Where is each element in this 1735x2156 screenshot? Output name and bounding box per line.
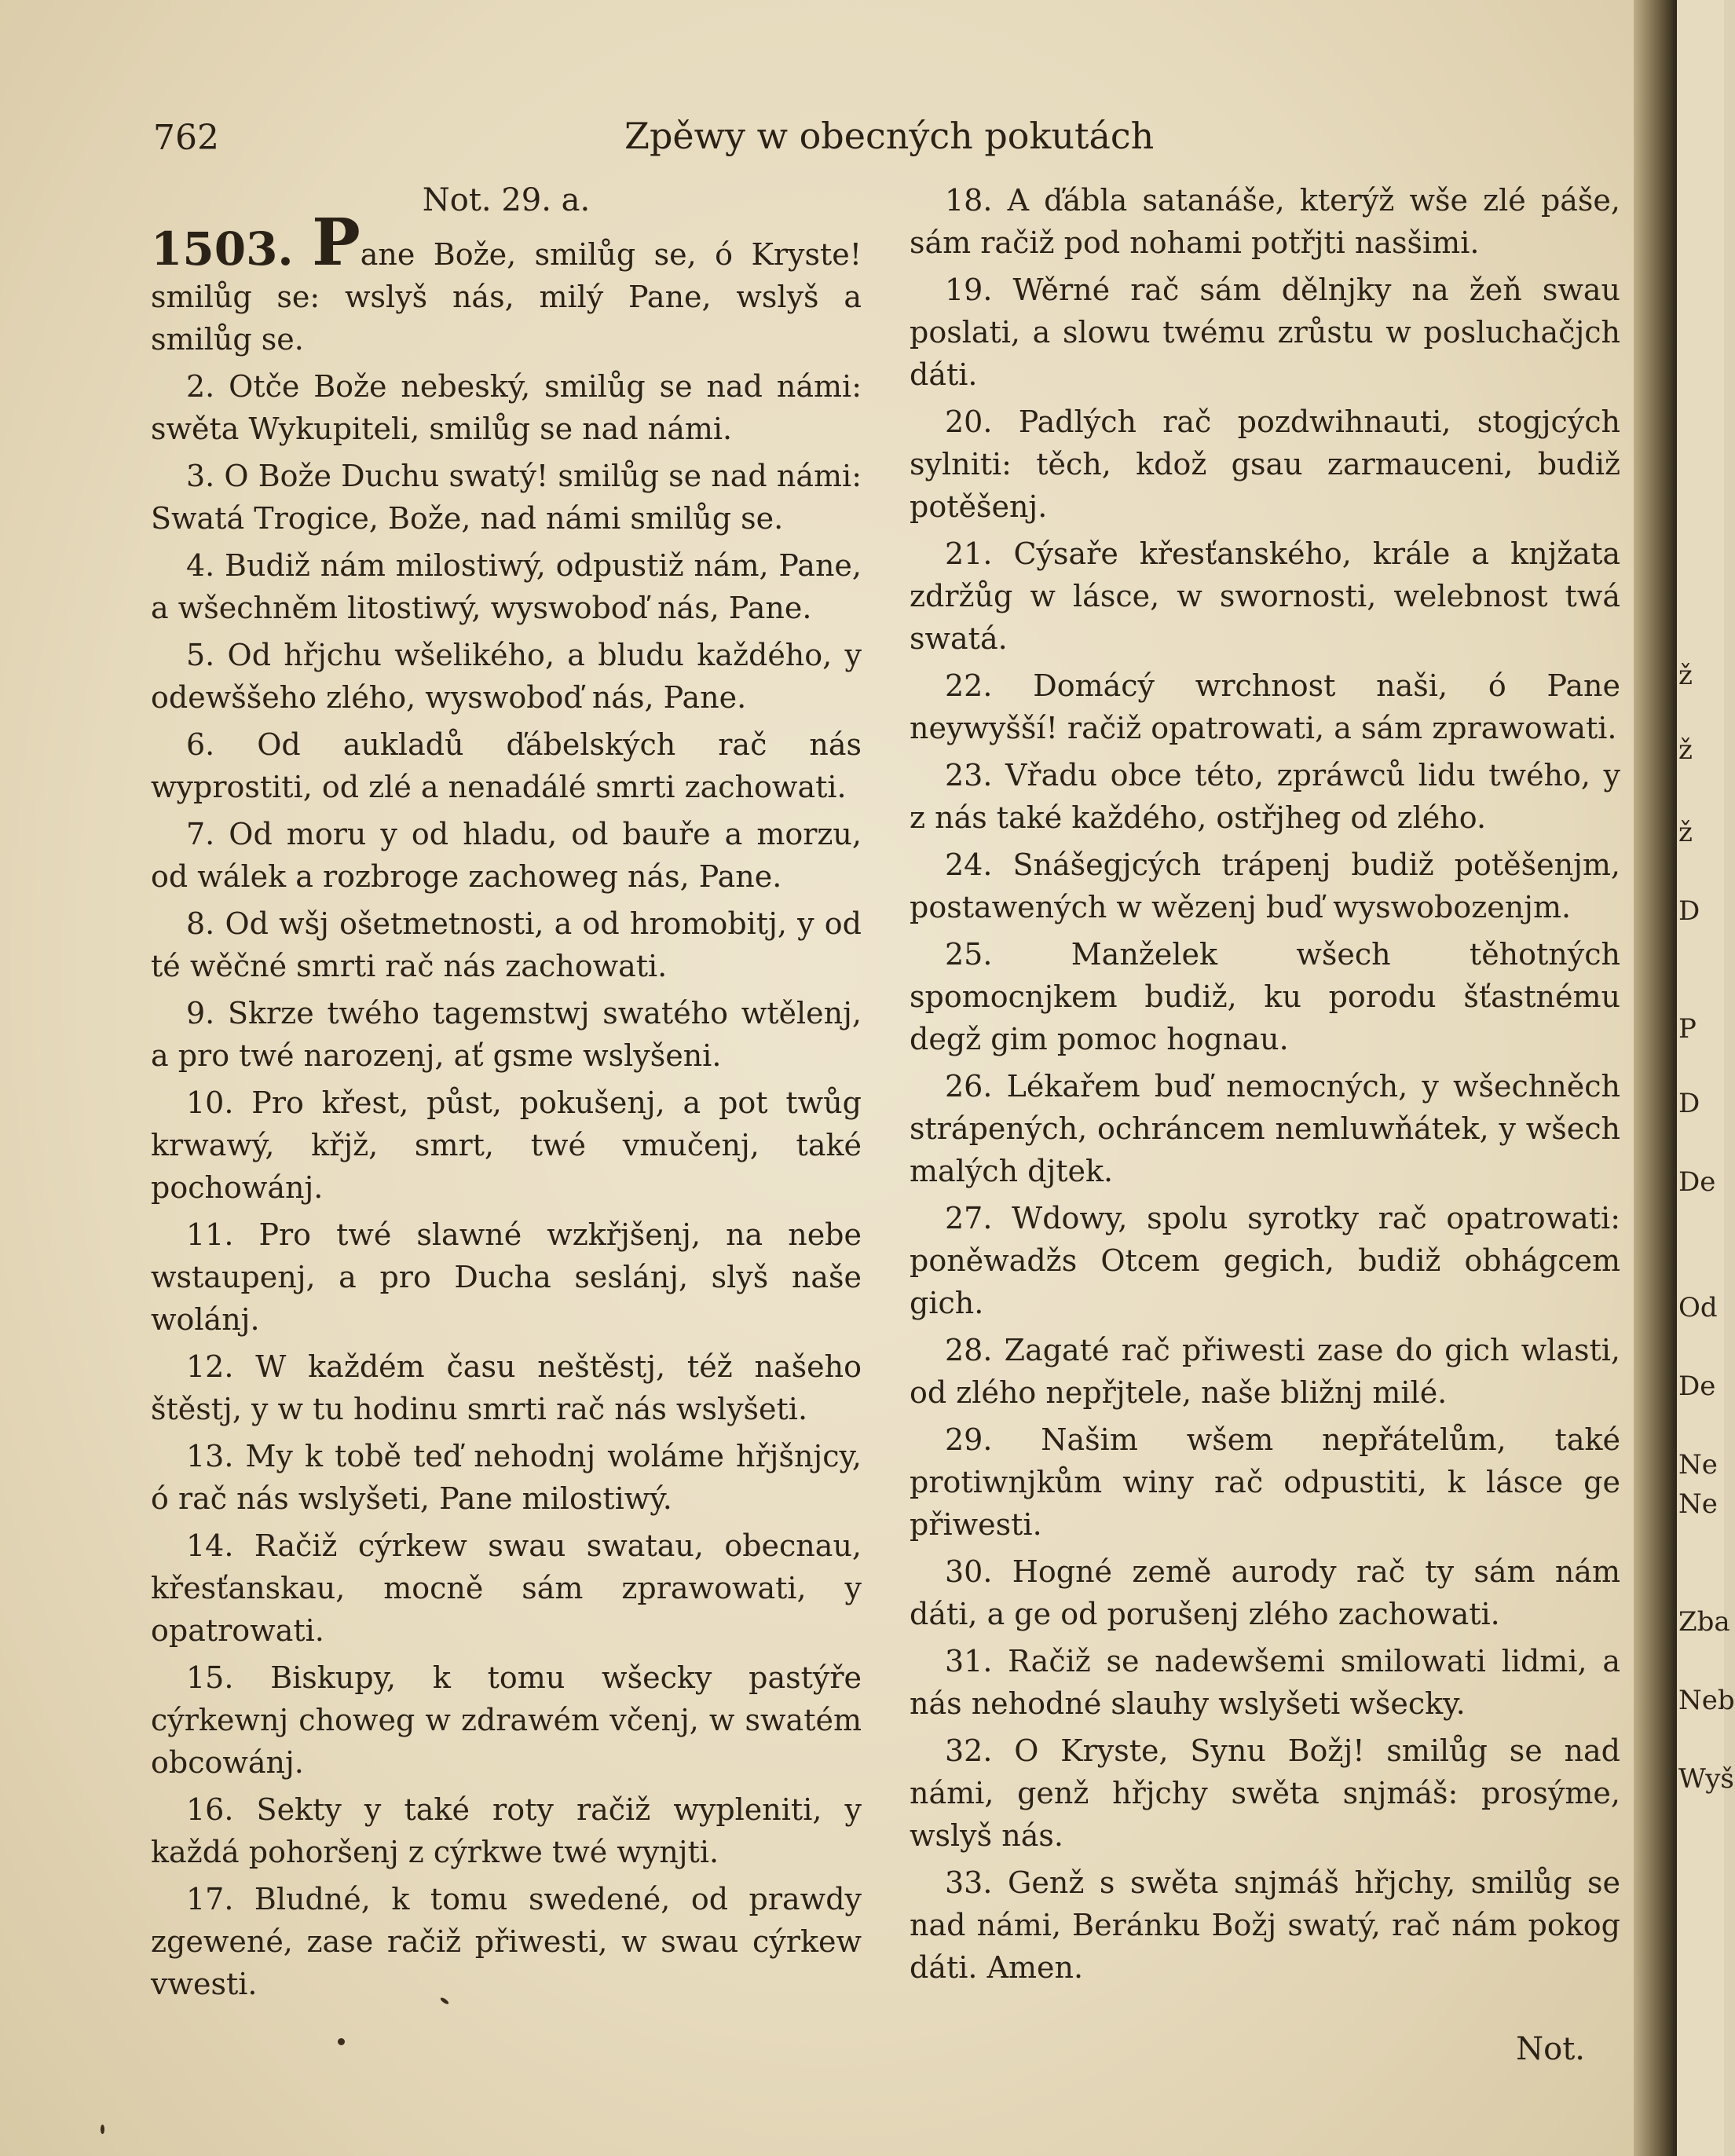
verse: 23. Vřadu obce této, zpráwců lidu twého, y z nás také každého, ostřjheg od zlého. <box>910 758 1620 835</box>
footer-note: Not. <box>1516 2031 1585 2067</box>
verse: 8. Od wšj ošetmetnosti, a od hromobitj, y od té wěčné smrti rač nás zachowati. <box>151 906 862 983</box>
running-title: Zpěwy w obecných pokutách <box>624 115 1155 157</box>
verse: 27. Wdowy, spolu syrotky rač opatrowati: poněwadžs Otcem gegich, budiž obhágcem gich. <box>910 1201 1620 1320</box>
right-column <box>910 179 1620 2070</box>
facing-fragment: Ne <box>1678 1449 1718 1481</box>
verse: 30. Hogné země aurody rač ty sám nám dáti, a ge od porušenj zlého zachowati. <box>910 1554 1620 1631</box>
book-gutter <box>1634 0 1677 2156</box>
verse: 17. Bludné, k tomu swedené, od prawdy zgewené, zase račiž přiwesti, w swau cýrkew vwesti. <box>151 1882 862 2001</box>
verse: 19. Wěrné rač sám dělnjky na žeň swau poslati, a slowu twému zrůstu w posluchačjch dáti. <box>910 273 1620 392</box>
verse: 15. Biskupy, k tomu wšecky pastýře cýrkewnj choweg w zdrawém včenj, w swatém obcowánj. <box>151 1660 862 1780</box>
verse: 31. Račiž se nadewšemi smilowati lidmi, a nás nehodné slauhy wslyšeti wšecky. <box>910 1644 1620 1721</box>
verse: 6. Od aukladů ďábelských rač nás wyprostiti, od zlé a nenadálé smrti zachowati. <box>151 727 862 804</box>
facing-fragment: Od <box>1678 1292 1718 1323</box>
hymn-number: 1503. <box>151 222 294 276</box>
facing-fragment: Wyš <box>1678 1763 1734 1795</box>
verse: 29. Našim wšem nepřátelům, také protiwnjkům winy rač odpustiti, k lásce ge přiwesti. <box>910 1422 1620 1542</box>
verse: 14. Račiž cýrkew swau swatau, obecnau, křesťanskau, mocně sám zprawowati, y opatrowati. <box>151 1528 862 1648</box>
facing-fragment: Ne <box>1678 1488 1718 1520</box>
facing-fragment: Neb <box>1678 1685 1735 1716</box>
page-number: 762 <box>153 118 219 158</box>
verse: 32. O Kryste, Synu Božj! smilůg se nad námi, genž hřjchy swěta snjmáš: prosýme, wslyš nás. <box>910 1733 1620 1853</box>
verse: 33. Genž s swěta snjmáš hřjchy, smilůg se nad námi, Beránku Božj swatý, rač nám pokog dáti. Amen. <box>910 1865 1620 1985</box>
verse: 20. Padlých rač pozdwihnauti, stogjcých sylniti: těch, kdož gsau zarmauceni, budiž potěšenj. <box>910 404 1620 524</box>
facing-fragment: P <box>1678 1013 1697 1045</box>
verse: 12. W každém času neštěstj, též našeho štěstj, y w tu hodinu smrti rač nás wslyšeti. <box>151 1349 862 1426</box>
facing-fragment: ž <box>1678 817 1693 848</box>
verse: 22. Domácý wrchnost naši, ó Pane neywyšší! račiž opatrowati, a sám zprawowati. <box>910 668 1620 745</box>
facing-fragment: Zba <box>1678 1606 1730 1638</box>
verse: 28. Zagaté rač přiwesti zase do gich wlasti, od zlého nepřjtele, naše bližnj milé. <box>910 1333 1620 1410</box>
verse: 25. Manželek wšech těhotných spomocnjkem budiž, ku porodu šťastnému degž gim pomoc hognau. <box>910 937 1620 1056</box>
drop-cap: P <box>312 205 361 280</box>
facing-fragment: ž <box>1678 660 1693 691</box>
verse: 18. A ďábla satanáše, kterýž wše zlé páše, sám račiž pod nohami potřjti nasšimi. <box>910 183 1620 260</box>
verse-1-text: ane Bože, smilůg se, ó Kryste! smilůg se: wslyš nás, milý Pane, wslyš a smilůg se. <box>151 237 862 357</box>
facing-fragment: ž <box>1678 734 1693 766</box>
facing-fragment: D <box>1678 1088 1700 1119</box>
running-header <box>153 115 1622 165</box>
facing-fragment: De <box>1678 1166 1716 1198</box>
verse: 5. Od hřjchu wšelikého, a bludu každého, y odewššeho zlého, wyswoboď nás, Pane. <box>151 638 862 715</box>
verse: 4. Budiž nám milostiwý, odpustiž nám, Pane, a wšechněm litostiwý, wyswoboď nás, Pane. <box>151 548 862 625</box>
note-label: Not. 29. a. <box>422 182 591 218</box>
verse: 9. Skrze twého tagemstwj swatého wtělenj, a pro twé narozenj, ať gsme wslyšeni. <box>151 996 862 1073</box>
verse: 24. Snášegjcých trápenj budiž potěšenjm, postawených w wězenj buď wyswobozenjm. <box>910 847 1620 924</box>
verse-1 <box>151 205 862 361</box>
verse: 7. Od moru y od hladu, od bauře a morzu, od wálek a rozbroge zachoweg nás, Pane. <box>151 817 862 894</box>
left-column <box>151 179 862 2010</box>
facing-page-edge <box>1677 0 1735 2156</box>
verse: 26. Lékařem buď nemocných, y wšechněch strápených, ochráncem nemluwňátek, y wšech malých djtek. <box>910 1069 1620 1188</box>
facing-fragment: De <box>1678 1371 1716 1402</box>
verse: 11. Pro twé slawné wzkřjšenj, na nebe wstaupenj, a pro Ducha seslánj, slyš naše wolánj. <box>151 1217 862 1337</box>
verse: 16. Sekty y také roty račiž wypleniti, y každá pohoršenj z cýrkwe twé wynjti. <box>151 1792 862 1869</box>
verse: 10. Pro křest, půst, pokušenj, a pot twůg krwawý, křjž, smrt, twé vmučenj, také pochowánj. <box>151 1085 862 1205</box>
facing-fragment: D <box>1678 895 1700 927</box>
verse: 3. O Bože Duchu swatý! smilůg se nad námi: Swatá Trogice, Bože, nad námi smilůg se. <box>151 459 862 536</box>
ink-speck <box>101 2125 104 2134</box>
verse: 21. Cýsaře křesťanského, krále a knjžata zdržůg w lásce, w swornosti, welebnost twá swatá. <box>910 536 1620 656</box>
ink-speck <box>338 2038 345 2045</box>
verse: 13. My k tobě teď nehodnj woláme hřjšnjcy, ó rač nás wslyšeti, Pane milostiwý. <box>151 1439 862 1516</box>
verse: 2. Otče Bože nebeský, smilůg se nad námi: swěta Wykupiteli, smilůg se nad námi. <box>151 369 862 446</box>
